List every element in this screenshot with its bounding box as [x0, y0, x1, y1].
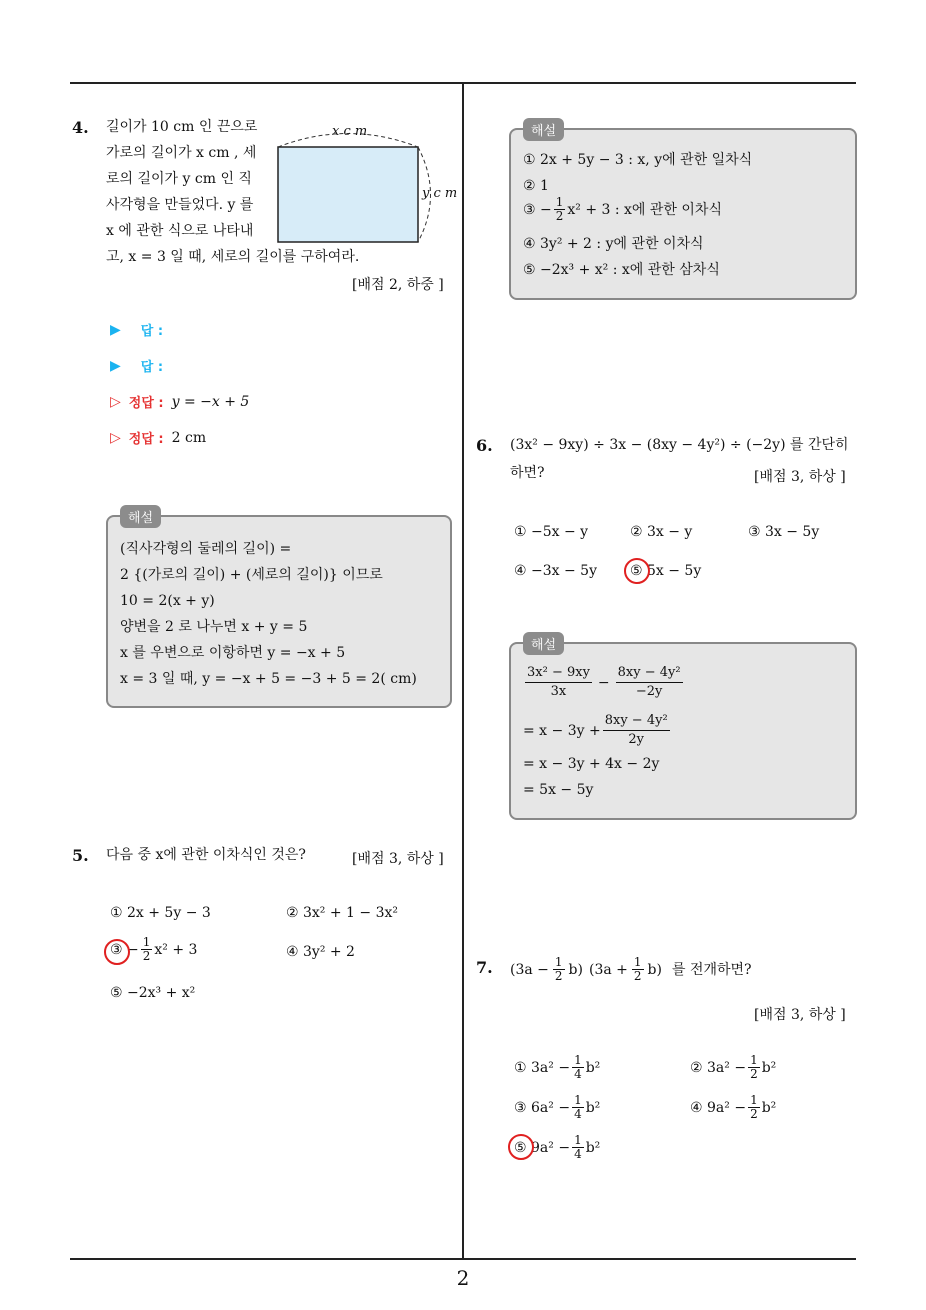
q7-part-1: (3a −: [510, 961, 549, 978]
numerator: 1: [750, 1093, 758, 1107]
correct-answer-circle: [508, 1134, 534, 1160]
numerator: 1: [633, 955, 642, 969]
denominator: 4: [574, 1107, 582, 1121]
q5-exp-line-4: ④ 3y² + 2 : y에 관한 이차식: [523, 236, 704, 252]
q4-exp-line-6: x = 3 일 때, y = −x + 5 = −3 + 5 = 2( cm): [120, 671, 417, 687]
q5-exp-line-2: ② 1: [523, 178, 549, 194]
denominator: 2: [555, 209, 564, 223]
fraction: [554, 196, 566, 223]
question-7-text: [510, 956, 752, 983]
denominator: 2: [142, 949, 151, 963]
fraction: [603, 712, 670, 749]
q5-choice-5[interactable]: ⑤ −2x³ + x²: [110, 985, 196, 1001]
answer-row-1: [110, 320, 171, 339]
q6-exp-line-2: [523, 712, 672, 749]
denominator: 4: [574, 1067, 582, 1081]
q5-choice-2[interactable]: ② 3x² + 1 − 3x²: [286, 905, 398, 921]
q7-part-4: b): [647, 961, 662, 978]
choice-suffix: b²: [585, 1099, 601, 1116]
q7-part-2: b): [568, 961, 583, 978]
outline-triangle-icon: ▷: [110, 393, 121, 410]
q5-choice-3-suffix: x² + 3: [154, 941, 198, 958]
q4-line-1: 길이가 10 cm 인 끈으로: [106, 119, 258, 135]
outline-triangle-icon: ▷: [110, 429, 121, 446]
q7-choice-1[interactable]: [514, 1054, 600, 1081]
fraction: [748, 1054, 760, 1081]
explanation-box-q4: [106, 511, 452, 708]
question-5-score: [배점 3, 하상 ]: [352, 851, 444, 867]
q6-exp-line-4: = 5x − 5y: [523, 782, 594, 798]
answer-label: 답 :: [140, 324, 164, 339]
numerator: 8xy − 4y²: [616, 664, 683, 683]
choice-prefix: ① 3a² −: [514, 1059, 571, 1076]
denominator: 2: [750, 1067, 758, 1081]
q7-part-3: (3a +: [588, 961, 628, 978]
solution-label: 정답 :: [128, 396, 164, 411]
explanation-tag: 해설: [523, 632, 564, 655]
solution-value: y = −x + 5: [171, 393, 250, 410]
rectangle-figure: [268, 120, 460, 250]
q6-choice-2[interactable]: ② 3x − y: [630, 524, 693, 540]
choice-suffix: b²: [761, 1099, 777, 1116]
q4-line-6: 고, x = 3 일 때, 세로의 길이를 구하여라.: [106, 249, 360, 265]
choice-prefix: ④ 9a² −: [690, 1099, 747, 1116]
solution-row-1: [110, 392, 249, 411]
solution-value: 2 cm: [171, 429, 207, 446]
q4-exp-line-3: 10 = 2(x + y): [120, 593, 215, 609]
q6-choice-1[interactable]: ① −5x − y: [514, 524, 589, 540]
denominator: 2: [633, 969, 642, 983]
question-6-text-1: (3x² − 9xy) ÷ 3x − (8xy − 4y²) ÷ (−2y) 를 간단히: [510, 437, 849, 453]
figure-width-label: x c m: [332, 124, 368, 139]
q5-choice-3-prefix: ③ −: [110, 941, 139, 958]
choice-prefix: ③ 6a² −: [514, 1099, 571, 1116]
q7-choice-3[interactable]: [514, 1094, 600, 1121]
q4-exp-line-2: 2 {(가로의 길이) + (세로의 길이)} 이므로: [120, 567, 383, 583]
filled-triangle-icon: ▶: [110, 321, 121, 338]
q6-choice-4[interactable]: ④ −3x − 5y: [514, 563, 597, 579]
figure-height-label: y c m: [422, 186, 458, 201]
explanation-tag: 해설: [523, 118, 564, 141]
numerator: 1: [574, 1093, 582, 1107]
numerator: 3x² − 9xy: [525, 664, 592, 683]
q6-exp-line-1: [523, 664, 685, 701]
numerator: 8xy − 4y²: [603, 712, 670, 731]
explanation-box-q5: [509, 124, 857, 300]
fraction: [572, 1134, 584, 1161]
correct-answer-circle: [624, 558, 650, 584]
q6-choice-5[interactable]: ⑤ 5x − 5y: [630, 563, 702, 579]
filled-triangle-icon: ▶: [110, 357, 121, 374]
q6-exp-2-prefix: = x − 3y +: [523, 722, 601, 739]
q5-exp-3-prefix: ③ −: [523, 201, 552, 218]
numerator: 1: [554, 955, 563, 969]
numerator: 1: [750, 1053, 758, 1067]
q5-choice-1[interactable]: ① 2x + 5y − 3: [110, 905, 211, 921]
q7-choice-2[interactable]: [690, 1054, 776, 1081]
q6-exp-line-3: = x − 3y + 4x − 2y: [523, 756, 660, 772]
denominator: 4: [574, 1147, 582, 1161]
q4-exp-line-4: 양변을 2 로 나누면 x + y = 5: [120, 619, 308, 635]
fraction: [525, 664, 592, 701]
explanation-tag: 해설: [120, 505, 161, 528]
numerator: 1: [574, 1053, 582, 1067]
fraction: [572, 1054, 584, 1081]
question-4-number: 4.: [72, 118, 89, 137]
q5-exp-line-5: ⑤ −2x³ + x² : x에 관한 삼차식: [523, 262, 720, 278]
choice-prefix: ② 3a² −: [690, 1059, 747, 1076]
fraction: [141, 936, 153, 963]
q4-exp-line-1: (직사각형의 둘레의 길이) =: [120, 541, 292, 557]
column-divider: [462, 84, 464, 1260]
choice-prefix: ⑤ 9a² −: [514, 1139, 571, 1156]
numerator: 1: [142, 935, 151, 949]
q4-line-3: 로의 길이가 y cm 인 직: [106, 171, 252, 187]
correct-answer-circle: [104, 939, 130, 965]
q4-line-4: 사각형을 만들었다. y 를: [106, 197, 254, 213]
question-6-number: 6.: [476, 436, 493, 455]
fraction: [553, 956, 565, 983]
minus-sign: −: [597, 674, 610, 691]
fraction: [572, 1094, 584, 1121]
bottom-rule: [70, 1258, 856, 1260]
numerator: 1: [555, 195, 564, 209]
fraction: [616, 664, 683, 701]
q5-exp-line-1: ① 2x + 5y − 3 : x, y에 관한 일차식: [523, 152, 753, 168]
page-number: 2: [456, 1266, 470, 1290]
denominator: 3x: [550, 684, 567, 699]
choice-suffix: b²: [585, 1139, 601, 1156]
q4-line-2: 가로의 길이가 x cm , 세: [106, 145, 257, 161]
q4-exp-line-5: x 를 우변으로 이항하면 y = −x + 5: [120, 645, 346, 661]
question-4-score: [배점 2, 하중 ]: [352, 277, 444, 293]
denominator: 2: [554, 969, 563, 983]
q4-line-5: x 에 관한 식으로 나타내: [106, 223, 254, 239]
q5-choice-4[interactable]: ④ 3y² + 2: [286, 944, 355, 960]
explanation-box-q6: [509, 638, 857, 820]
q7-tail: 를 전개하면?: [671, 961, 752, 978]
question-6-text-2: 하면?: [510, 465, 545, 481]
question-7-number: 7.: [476, 958, 493, 977]
q5-exp-3-suffix: x² + 3 : x에 관한 이차식: [567, 201, 722, 218]
fraction: [748, 1094, 760, 1121]
question-7-score: [배점 3, 하상 ]: [754, 1007, 846, 1023]
choice-suffix: b²: [585, 1059, 601, 1076]
q7-choice-4[interactable]: [690, 1094, 776, 1121]
question-5-text: 다음 중 x에 관한 이차식인 것은?: [106, 847, 306, 863]
q5-exp-line-3: [523, 196, 722, 223]
q6-choice-3[interactable]: ③ 3x − 5y: [748, 524, 820, 540]
denominator: −2y: [635, 684, 663, 699]
answer-row-2: [110, 356, 171, 375]
answer-label: 답 :: [140, 360, 164, 375]
question-5-number: 5.: [72, 846, 89, 865]
numerator: 1: [574, 1133, 582, 1147]
question-6-score: [배점 3, 하상 ]: [754, 469, 846, 485]
choice-suffix: b²: [761, 1059, 777, 1076]
solution-label: 정답 :: [128, 432, 164, 447]
solution-row-2: [110, 428, 206, 447]
denominator: 2y: [628, 732, 644, 747]
fraction: [632, 956, 644, 983]
denominator: 2: [750, 1107, 758, 1121]
